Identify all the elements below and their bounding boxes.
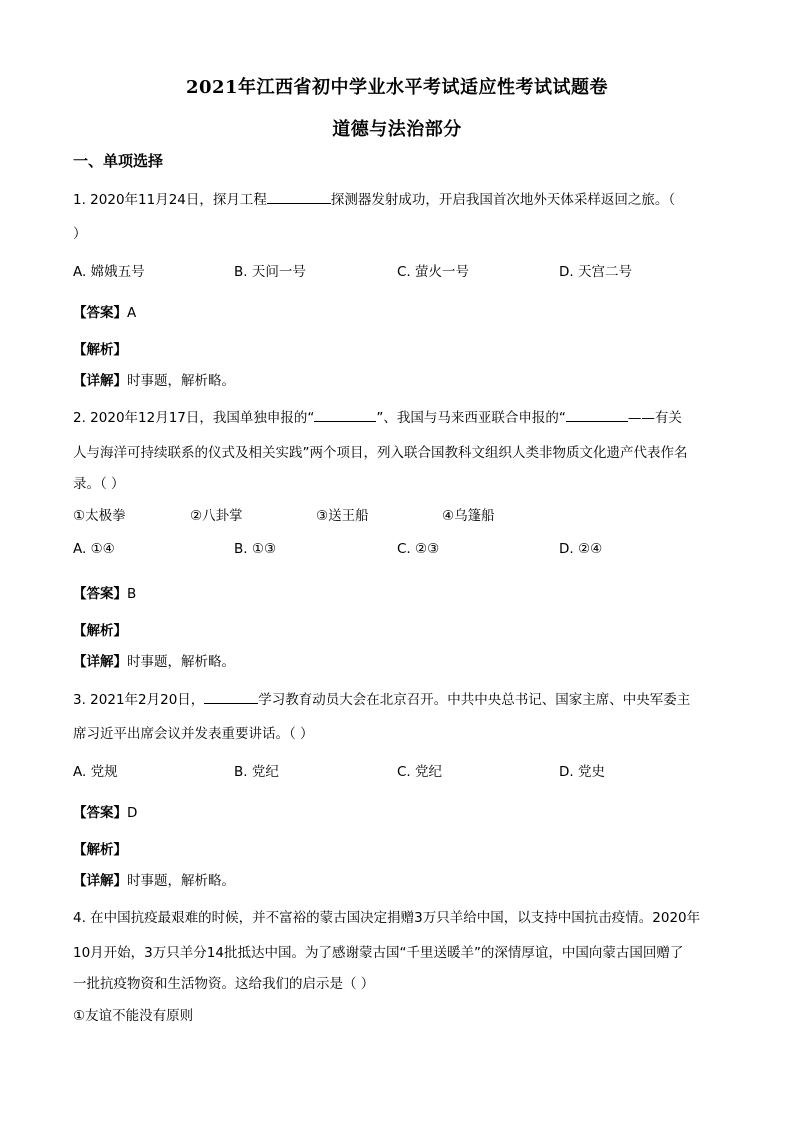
question-1-detail (73, 369, 235, 389)
question-2-item-1: ①太极拳 (73, 508, 126, 524)
question-4-line-3: 一批抗疫物资和生活物资。这给我们的启示是（ ） (73, 976, 375, 992)
question-3-option-b: B. 党纪 (234, 764, 279, 780)
question-3-option-a: A. 党规 (73, 764, 118, 780)
question-3-analysis-label: 【解析】 (73, 842, 127, 858)
page-title: 2021年江西省初中学业水平考试适应性考试试题卷 (185, 77, 609, 98)
detail-label: 【详解】 (73, 873, 127, 889)
question-3-line-1 (73, 688, 690, 708)
question-2-answer (73, 582, 136, 602)
question-4-item-1: ①友谊不能没有原则 (73, 1008, 194, 1024)
question-1-blank (267, 191, 331, 204)
question-1-line-2: ） (73, 226, 87, 242)
answer-label: 【答案】 (73, 586, 127, 602)
question-2-blank-1 (314, 409, 376, 422)
detail-text: 时事题，解析略。 (127, 654, 235, 670)
answer-value: A (127, 305, 137, 321)
question-2-detail (73, 650, 235, 670)
question-2-line-2: 人与海洋可持续联系的仪式及相关实践”两个项目，列入联合国教科文组织人类非物质文化遗产代表作名 (73, 445, 688, 461)
question-4-line-2: 10月开始，3万只羊分14批抵达中国。为了感谢蒙古国“千里送暖羊”的深情厚谊，中国向蒙古国回赠了 (73, 945, 684, 961)
question-2-text-b: ”、我国与马来西亚联合申报的“ (376, 410, 566, 426)
question-2-option-a: A. ①④ (73, 541, 115, 557)
question-2-line-3: 录。（ ） (73, 476, 125, 492)
question-3-text-b: 学习教育动员大会在北京召开。中共中央总书记、国家主席、中央军委主 (258, 692, 691, 708)
question-2-analysis-label: 【解析】 (73, 623, 127, 639)
question-3-answer (73, 801, 137, 821)
answer-label: 【答案】 (73, 305, 127, 321)
question-1-text-a: 1. 2020年11月24日，探月工程 (73, 192, 267, 208)
question-3-detail (73, 869, 235, 889)
detail-label: 【详解】 (73, 373, 127, 389)
question-2-option-d: D. ②④ (559, 541, 603, 557)
question-1-option-d: D. 天宫二号 (559, 264, 632, 280)
question-4-line-1: 4. 在中国抗疫最艰难的时候，并不富裕的蒙古国决定捐赠3万只羊给中国，以支持中国抗击疫情。2020年 (73, 910, 701, 926)
answer-value: D (127, 805, 138, 821)
question-1-text-b: 探测器发射成功，开启我国首次地外天体采样返回之旅。（ (330, 192, 676, 208)
question-3-option-c: C. 党纪 (397, 764, 443, 780)
question-2-line-1 (73, 406, 682, 426)
question-1-analysis-label: 【解析】 (73, 342, 127, 358)
page-subtitle: 道德与法治部分 (332, 119, 462, 140)
question-3-line-2: 席习近平出席会议并发表重要讲话。（ ） (73, 726, 314, 742)
question-3-option-d: D. 党史 (559, 764, 605, 780)
detail-text: 时事题，解析略。 (127, 873, 235, 889)
question-3-blank (204, 691, 258, 704)
detail-label: 【详解】 (73, 654, 127, 670)
question-1-line-1 (73, 188, 675, 208)
question-1-option-a: A. 嫦娥五号 (73, 264, 145, 280)
detail-text: 时事题，解析略。 (127, 373, 235, 389)
question-2-blank-2 (566, 409, 628, 422)
question-1-option-c: C. 萤火一号 (397, 264, 470, 280)
question-2-option-c: C. ②③ (397, 541, 440, 557)
question-2-text-a: 2. 2020年12月17日，我国单独申报的“ (73, 410, 315, 426)
question-2-option-b: B. ①③ (234, 541, 277, 557)
question-1-option-b: B. 天问一号 (234, 264, 306, 280)
question-2-item-4: ④乌篷船 (442, 508, 495, 524)
question-2-text-c: ——有关 (627, 410, 682, 426)
question-2-item-2: ②八卦掌 (190, 508, 243, 524)
answer-value: B (127, 586, 137, 602)
question-1-answer (73, 301, 136, 321)
section-title: 一、单项选择 (73, 152, 164, 170)
question-2-item-3: ③送王船 (316, 508, 369, 524)
answer-label: 【答案】 (73, 805, 127, 821)
question-3-text-a: 3. 2021年2月20日， (73, 692, 205, 708)
